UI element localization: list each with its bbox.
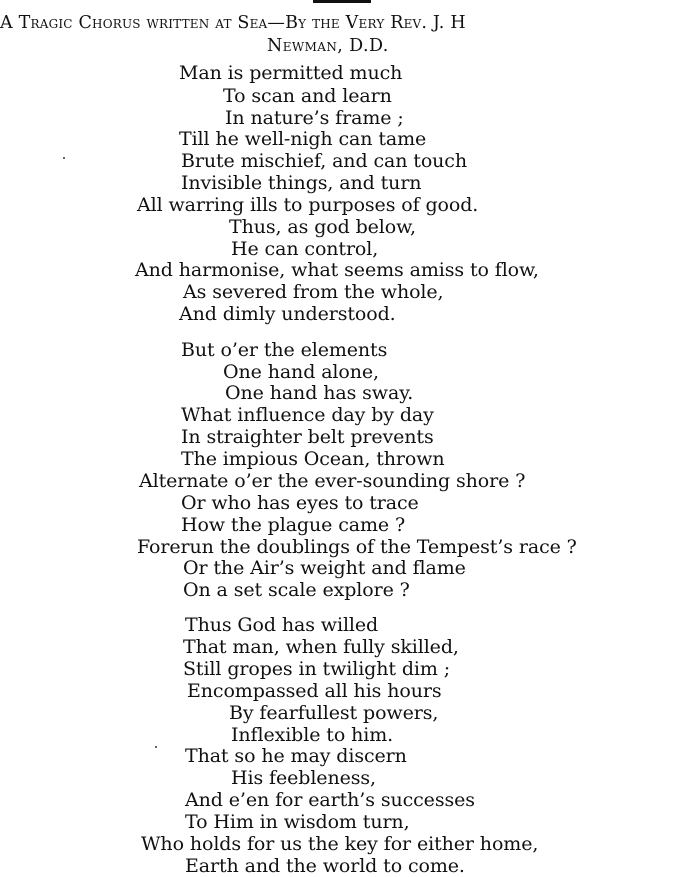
poem-line: In straighter belt prevents (181, 426, 434, 448)
poem-line: To Him in wisdom turn, (185, 811, 410, 833)
poem-line: But o’er the elements (181, 339, 388, 361)
poem-line: Brute mischief, and can touch (181, 150, 467, 172)
poem-line: Forerun the doublings of the Tempest’s race ? (137, 536, 577, 558)
poem-line: Who holds for us the key for either home, (141, 833, 539, 855)
poem-line: Or the Air’s weight and flame (183, 557, 466, 579)
poem-line: His feebleness, (231, 767, 376, 789)
poem-line: Invisible things, and turn (181, 172, 422, 194)
poem-line: And e’en for earth’s successes (185, 789, 475, 811)
poem-line: Alternate o’er the ever-sounding shore ? (139, 470, 526, 492)
poem-line: All warring ills to purposes of good. (137, 194, 479, 216)
poem-line: Thus God has willed (185, 614, 379, 636)
poem-line: The impious Ocean, thrown (181, 448, 445, 470)
poem-line: In nature’s frame ; (225, 107, 404, 129)
poem-line: Thus, as god below, (229, 216, 416, 238)
poem-line: What influence day by day (181, 404, 434, 426)
poem-line: Man is permitted much (179, 62, 403, 84)
poem-line: And dimly understood. (179, 303, 396, 325)
poem-line: One hand has sway. (225, 382, 414, 404)
print-speck (155, 746, 157, 748)
poem-line: He can control, (231, 238, 379, 260)
poem-line: Till he well-nigh can tame (179, 128, 427, 150)
poem-line: That man, when fully skilled, (183, 636, 459, 658)
poem-line: By fearfullest powers, (229, 702, 439, 724)
poem-title-line-1: A Tragic Chorus written at Sea—By the Very Rev. J. H (0, 13, 466, 33)
poem-line: How the plague came ? (181, 514, 406, 536)
poem-title (0, 12, 679, 56)
poem-line: Still gropes in twilight dim ; (183, 658, 451, 680)
poem-line: Inflexible to him. (231, 724, 394, 746)
poem-line: One hand alone, (223, 361, 379, 383)
poem-line: To scan and learn (223, 85, 392, 107)
poem-title-line-2: Newman, D.D. (267, 36, 389, 56)
print-speck (63, 157, 65, 159)
poem-line: And harmonise, what seems amiss to flow, (135, 259, 539, 281)
poem-line: On a set scale explore ? (183, 579, 410, 601)
poem-line: Encompassed all his hours (187, 680, 442, 702)
poem-line: Or who has eyes to trace (181, 492, 419, 514)
top-rule (313, 0, 371, 3)
poem-line: Earth and the world to come. (185, 855, 465, 877)
poem-line: That so he may discern (185, 745, 407, 767)
poem-line: As severed from the whole, (183, 281, 444, 303)
